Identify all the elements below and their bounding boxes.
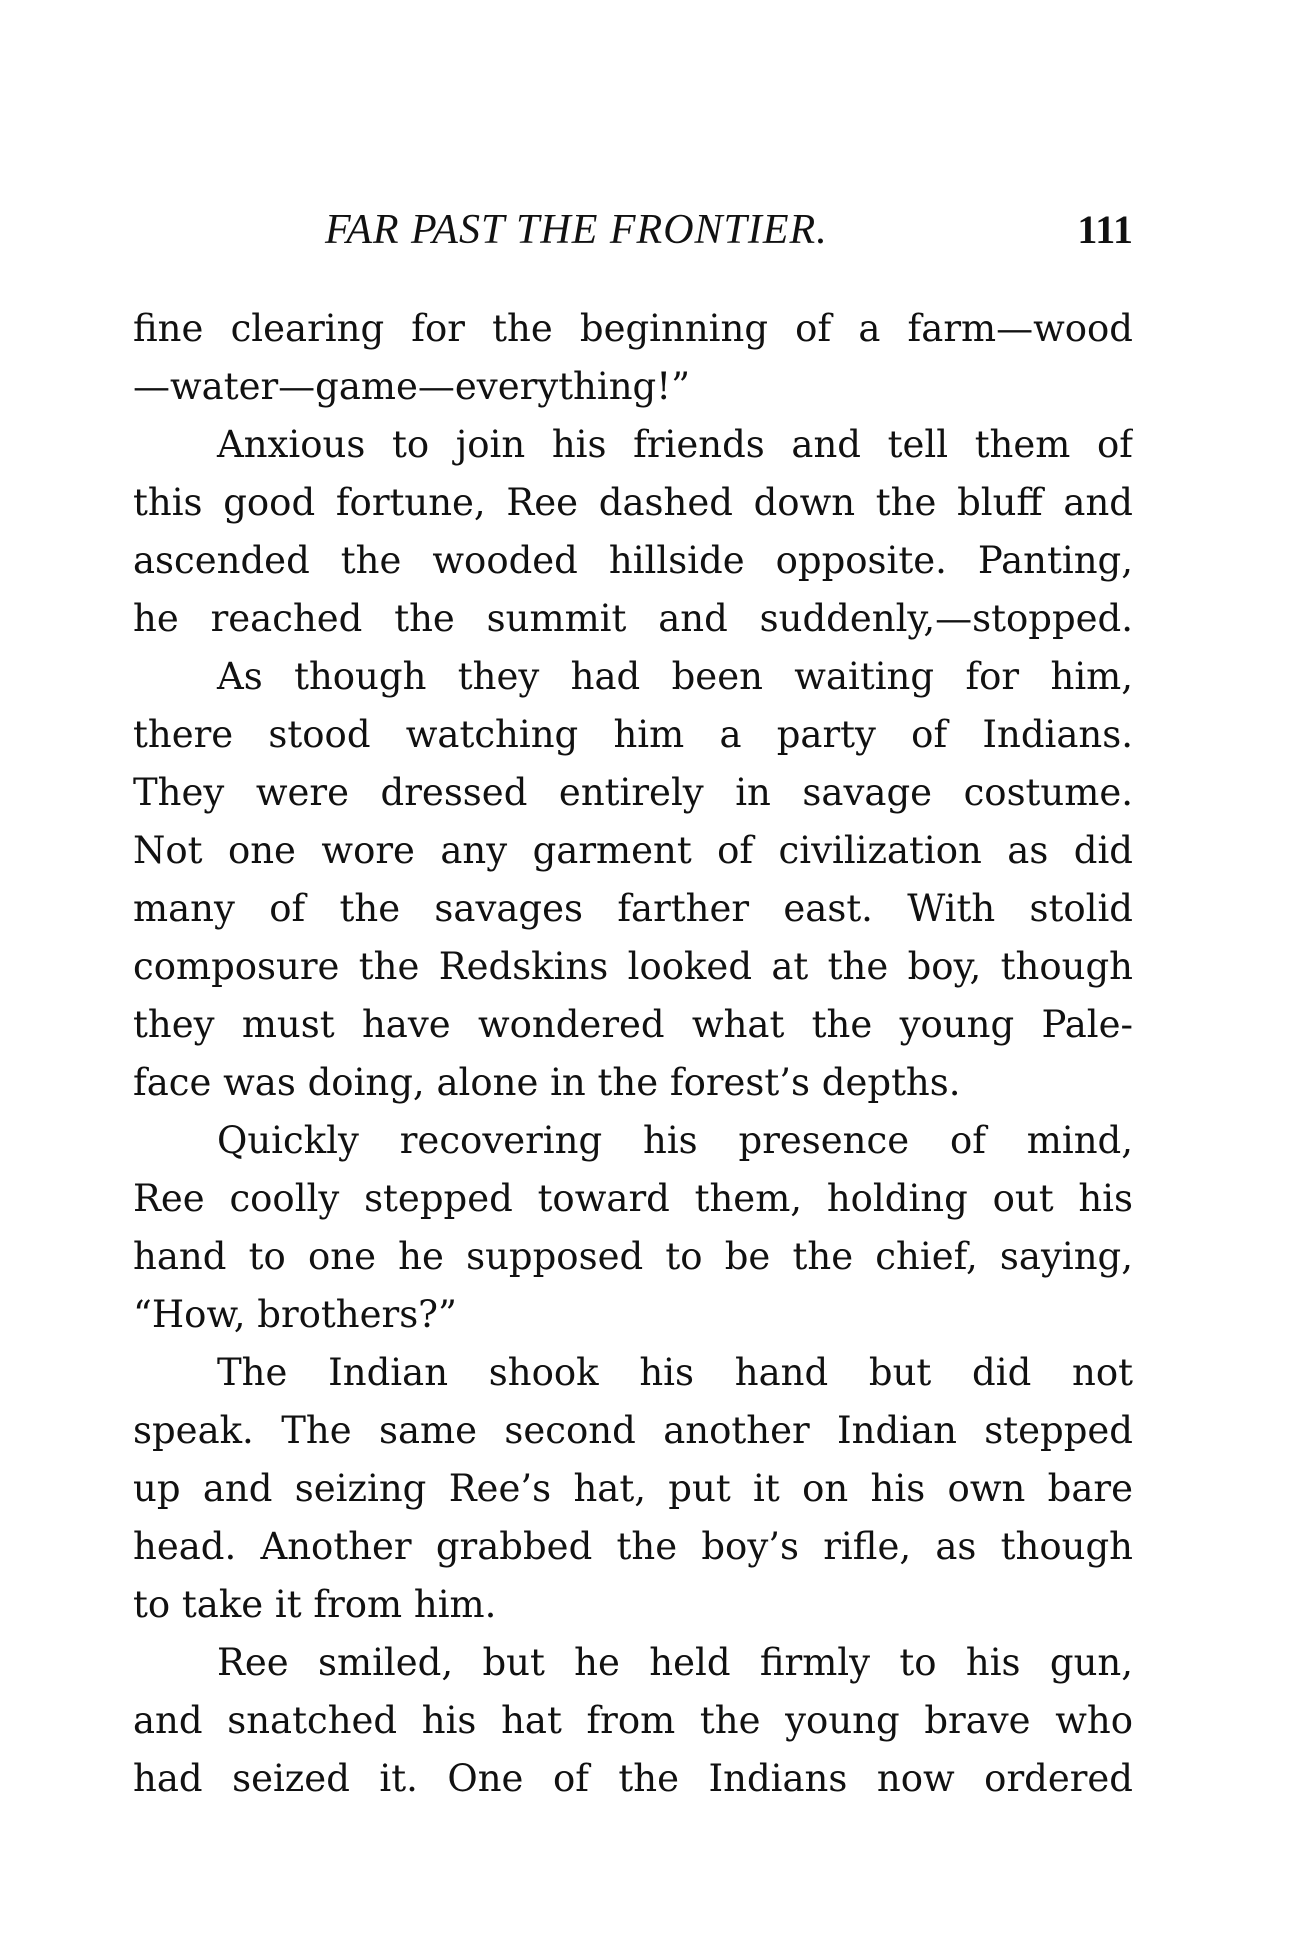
text-line: ascended the wooded hillside opposite. Panting, <box>133 539 1133 582</box>
text-line: and snatched his hat from the young brave who <box>133 1699 1133 1742</box>
text-line: fine clearing for the beginning of a farm—wood <box>133 307 1133 350</box>
text-line: Anxious to join his friends and tell them of <box>217 423 1133 466</box>
text-line: face was doing, alone in the forest’s depths. <box>133 1061 961 1104</box>
page-number: 111 <box>1077 207 1133 252</box>
text-line: The Indian shook his hand but did not <box>217 1351 1133 1394</box>
text-line: this good fortune, Ree dashed down the bluff and <box>133 481 1133 524</box>
text-line: They were dressed entirely in savage costume. <box>133 771 1133 814</box>
text-line: up and seizing Ree’s hat, put it on his own bare <box>133 1467 1133 1510</box>
text-line: “How, brothers?” <box>133 1293 457 1336</box>
text-line: Not one wore any garment of civilization as did <box>133 829 1133 872</box>
text-line: many of the savages farther east. With stolid <box>133 887 1133 930</box>
text-line: head. Another grabbed the boy’s rifle, as though <box>133 1525 1133 1568</box>
running-title: FAR PAST THE FRONTIER. <box>325 207 828 253</box>
text-line: had seized it. One of the Indians now ordered <box>133 1757 1133 1800</box>
text-line: Ree coolly stepped toward them, holding out his <box>133 1177 1133 1220</box>
text-line: to take it from him. <box>133 1583 497 1626</box>
text-line: speak. The same second another Indian stepped <box>133 1409 1133 1452</box>
text-line: he reached the summit and suddenly,—stopped. <box>133 597 1133 640</box>
text-line: composure the Redskins looked at the boy, though <box>133 945 1133 988</box>
text-line: —water—game—everything!” <box>133 365 691 408</box>
text-line: As though they had been waiting for him, <box>217 655 1133 698</box>
text-line: Quickly recovering his presence of mind, <box>217 1119 1133 1162</box>
text-line: Ree smiled, but he held firmly to his gun, <box>217 1641 1133 1684</box>
text-line: there stood watching him a party of Indians. <box>133 713 1133 756</box>
running-header <box>133 200 1133 260</box>
text-line: hand to one he supposed to be the chief, saying, <box>133 1235 1133 1278</box>
text-line: they must have wondered what the young Pale- <box>133 1003 1133 1046</box>
body-text <box>133 300 1133 1808</box>
